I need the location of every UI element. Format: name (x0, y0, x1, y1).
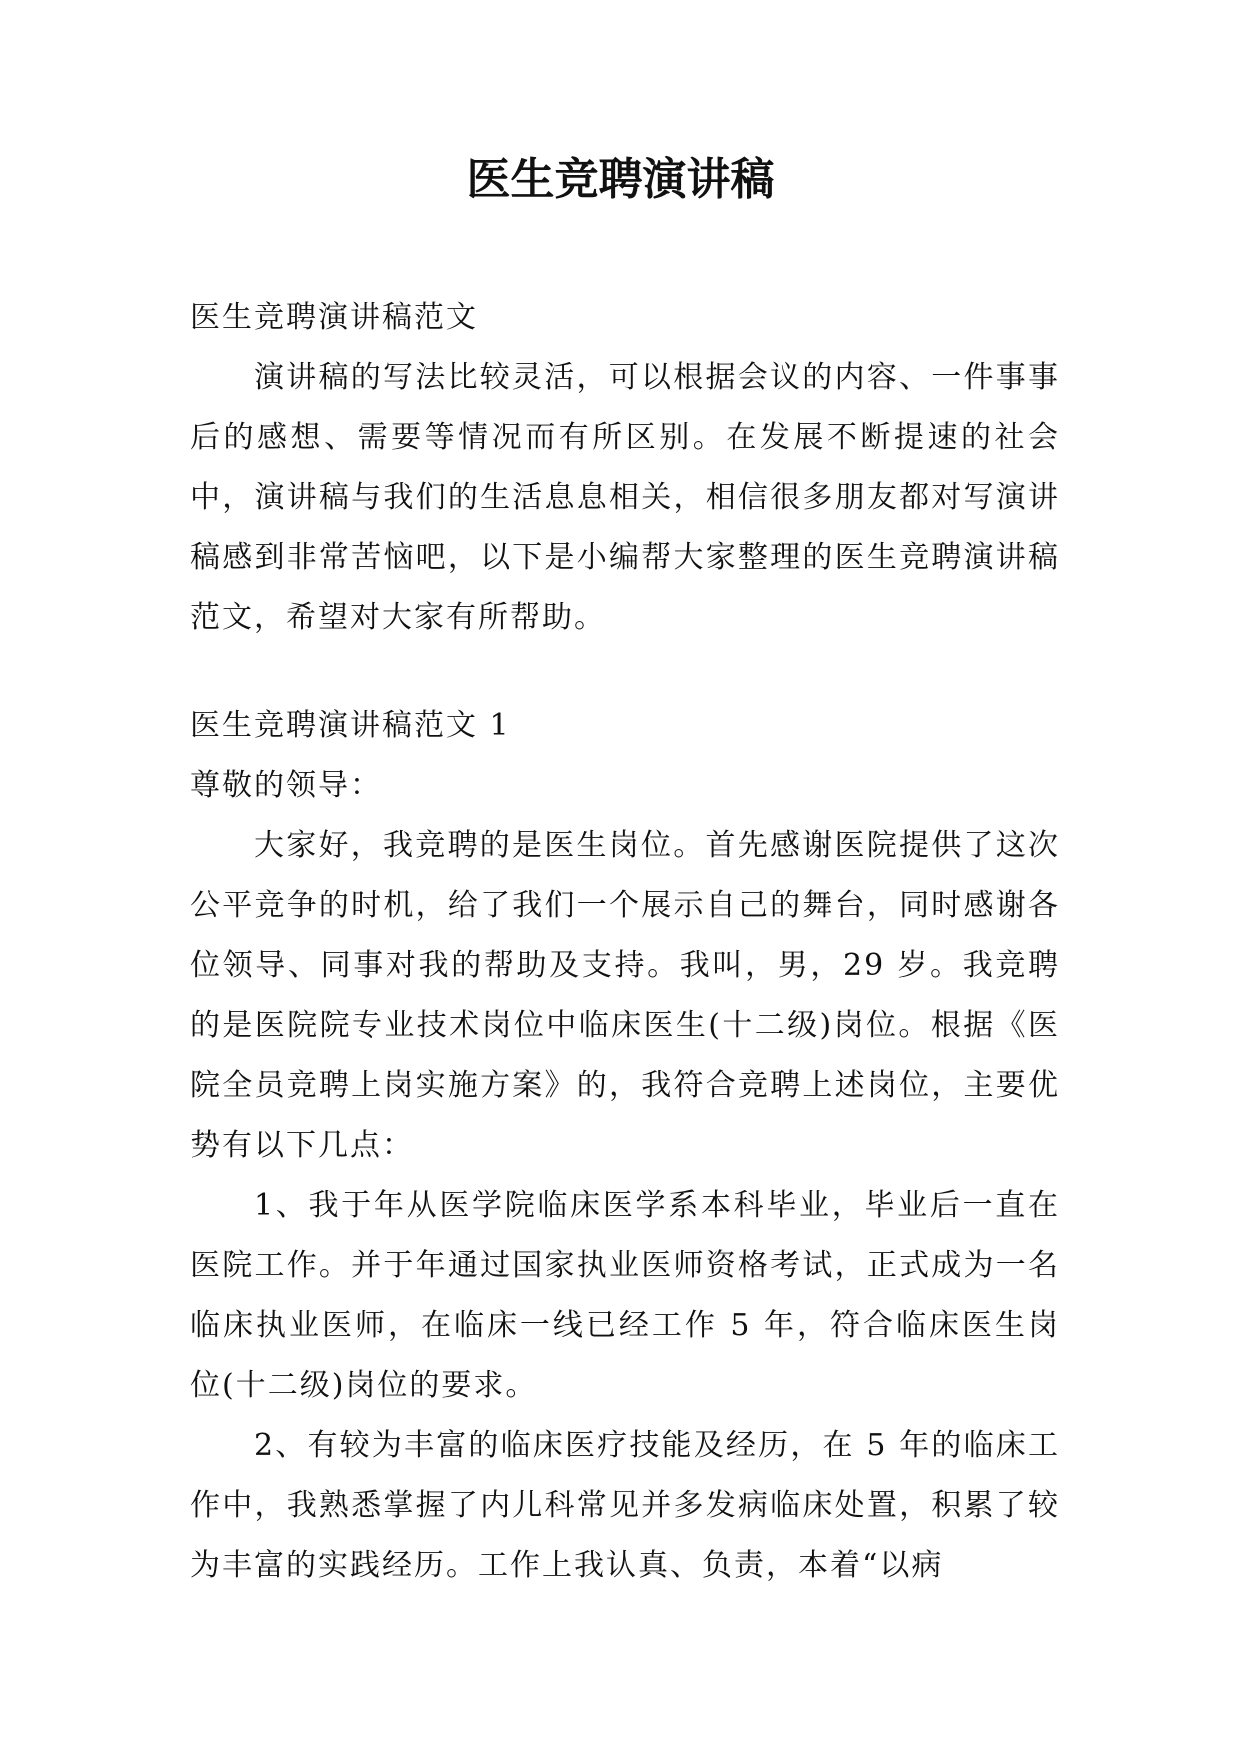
intro-paragraph: 演讲稿的写法比较灵活，可以根据会议的内容、一件事事后的感想、需要等情况而有所区别。在发展不断提速的社会中，演讲稿与我们的生活息息相关，相信很多朋友都对写演讲稿感到非常苦恼吧，以下是小编帮大家整理的医生竞聘演讲稿范文，希望对大家有所帮助。 (190, 360, 1060, 635)
section-heading: 医生竞聘演讲稿范文 1 (190, 708, 511, 743)
intro-heading: 医生竞聘演讲稿范文 (190, 300, 478, 335)
speech-section (190, 696, 1060, 1596)
body-paragraph: 大家好，我竞聘的是医生岗位。首先感谢医院提供了这次公平竞争的时机，给了我们一个展示自己的舞台，同时感谢各位领导、同事对我的帮助及支持。我叫，男，29 岁。我竞聘的是医院院专业技术岗位中临床医生(十二级)岗位。根据《医院全员竞聘上岗实施方案》的，我符合竞聘上述岗位，主要优势有以下几点： (190, 828, 1060, 1163)
salutation: 尊敬的领导： (190, 768, 382, 803)
body-paragraph: 2、有较为丰富的临床医疗技能及经历，在 5 年的临床工作中，我熟悉掌握了内儿科常见并多发病临床处置，积累了较为丰富的实践经历。工作上我认真、负责，本着“以病 (190, 1428, 1060, 1583)
intro-section (190, 288, 1060, 648)
body-paragraph: 1、我于年从医学院临床医学系本科毕业，毕业后一直在医院工作。并于年通过国家执业医师资格考试，正式成为一名临床执业医师，在临床一线已经工作 5 年，符合临床医生岗位(十二级)岗位的要求。 (190, 1188, 1060, 1403)
document-title: 医生竞聘演讲稿 (466, 154, 775, 205)
